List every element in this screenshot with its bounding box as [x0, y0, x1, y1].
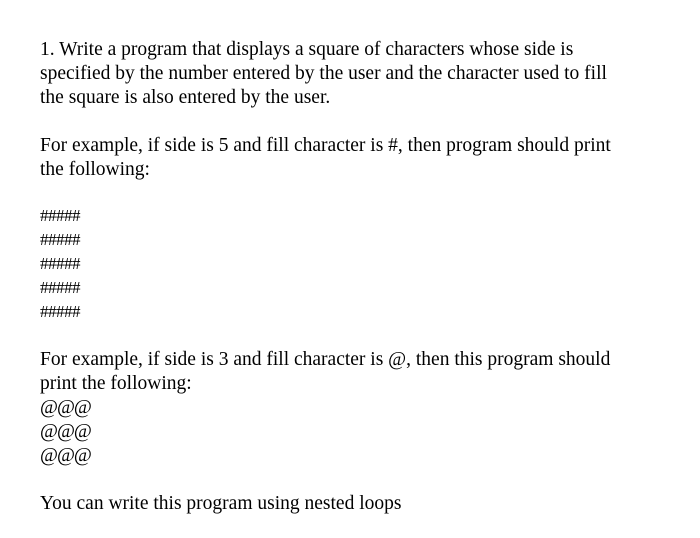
example-1-output	[40, 204, 660, 324]
example-1-output-line: #####	[40, 278, 80, 297]
example-2-description: For example, if side is 3 and fill character is @, then this program should print the following:	[40, 349, 611, 394]
hint-text: You can write this program using nested loops	[40, 493, 402, 514]
example-2-output	[40, 396, 660, 468]
example-1-output-line: #####	[40, 254, 80, 273]
example-1-description: For example, if side is 5 and fill character is #, then program should print the following:	[40, 135, 611, 180]
example-1-output-line: #####	[40, 302, 80, 321]
example-2-output-line: @@@	[40, 445, 91, 466]
example-2-output-line: @@@	[40, 397, 91, 418]
problem-statement: 1. Write a program that displays a square of characters whose side is specified by the number entered by the user and the character used to fill the square is also entered by the user.	[40, 39, 607, 108]
example-2-output-line: @@@	[40, 421, 91, 442]
example-1-output-line: #####	[40, 206, 80, 225]
problem-document	[40, 38, 660, 516]
example-1-output-line: #####	[40, 230, 80, 249]
